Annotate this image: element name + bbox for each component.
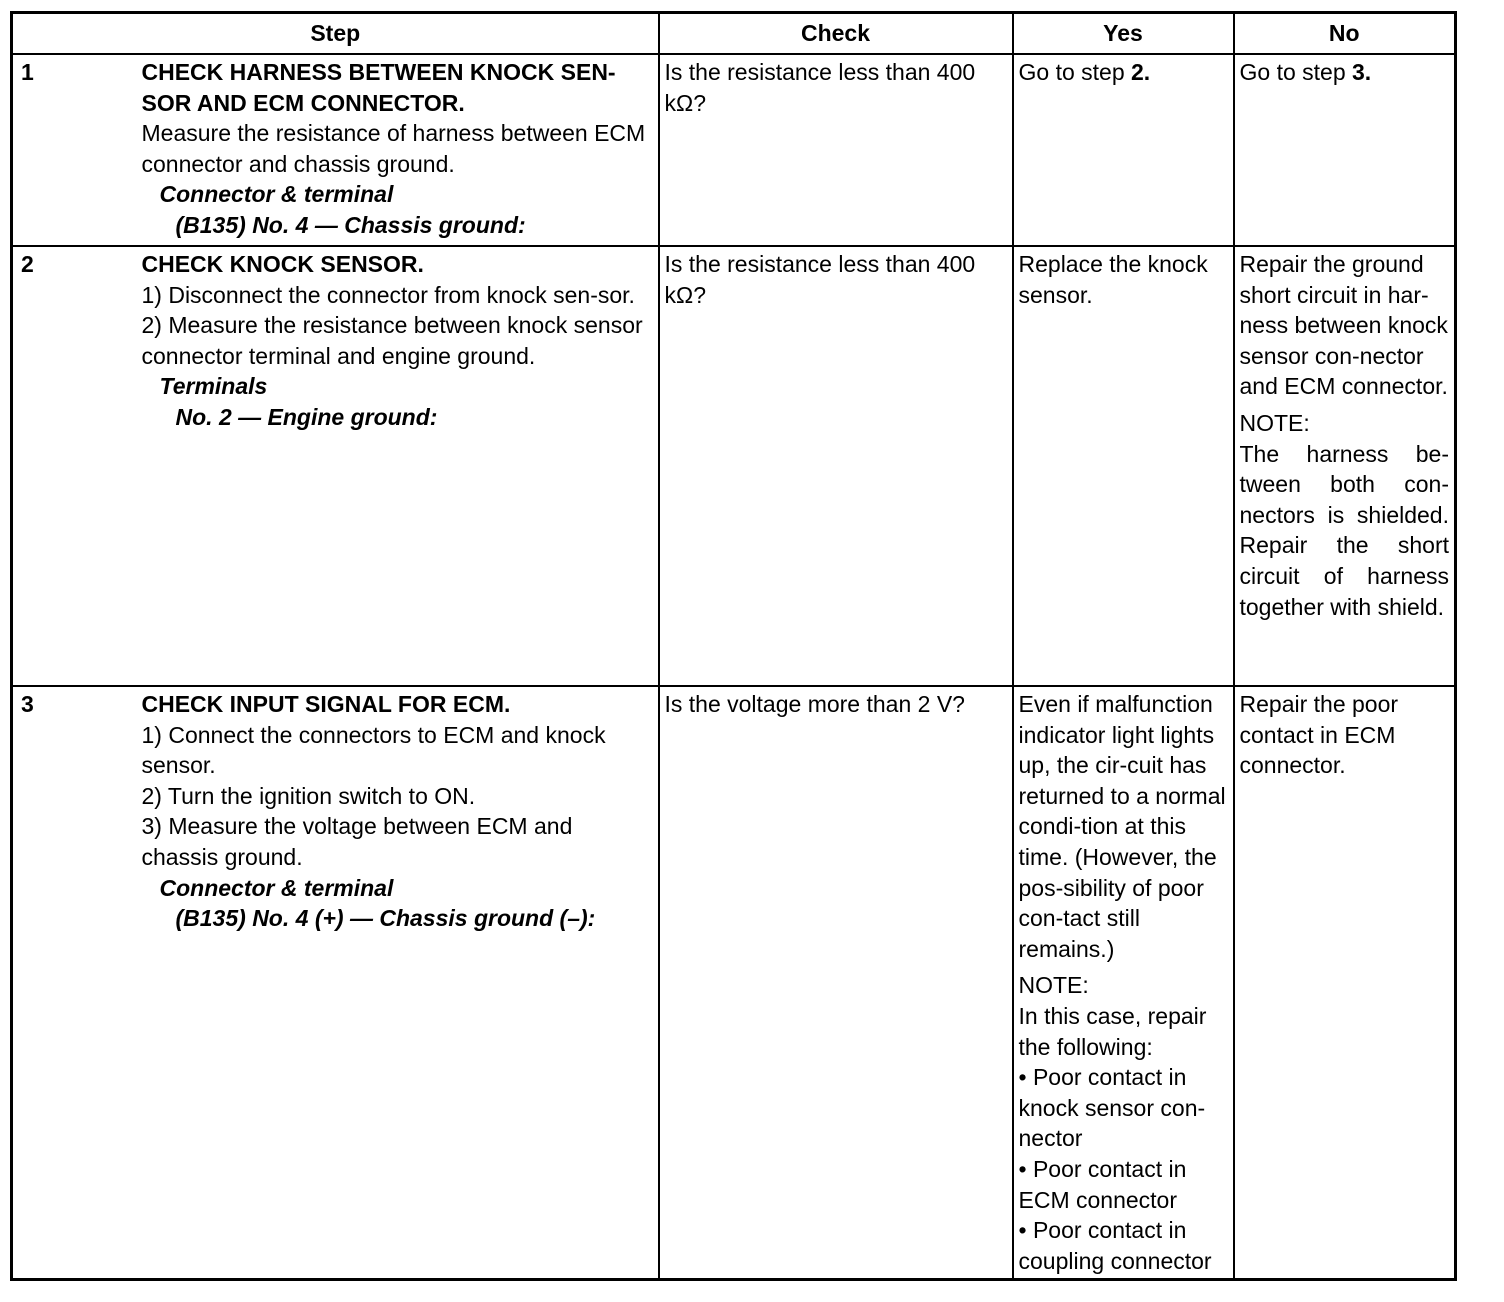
step-number: 3 (12, 686, 137, 1280)
yes-cell (1013, 686, 1234, 1280)
step-instruction: 1) Connect the connectors to ECM and knock sensor. (141, 721, 606, 779)
diagnostic-table (10, 11, 1457, 1281)
check-cell: Is the resistance less than 400 kΩ? (659, 54, 1013, 246)
table-row (12, 246, 1456, 686)
step-cell (137, 686, 659, 1280)
table-row (12, 54, 1456, 246)
header-yes: Yes (1013, 13, 1234, 55)
no-text: Repair the ground short circuit in har-ness between knock sensor con-nector and ECM connector. (1239, 251, 1448, 400)
step-number: 2 (12, 246, 137, 686)
header-row (12, 13, 1456, 55)
step-cell (137, 246, 659, 686)
spec-value: (B135) No. 4 (+) — Chassis ground (–): (175, 905, 596, 932)
bullet-item: • Poor contact in ECM connector (1019, 1154, 1228, 1215)
yes-text: Go to step (1018, 59, 1132, 85)
header-check: Check (659, 13, 1013, 55)
step-number: 1 (12, 54, 137, 246)
check-cell: Is the resistance less than 400 kΩ? (659, 246, 1013, 686)
step-title: CHECK HARNESS BETWEEN KNOCK SEN-SOR AND ECM CONNECTOR. (141, 59, 616, 116)
no-text: Go to step (1239, 59, 1353, 85)
step-title: CHECK KNOCK SENSOR. (141, 251, 424, 277)
no-cell (1234, 54, 1456, 246)
step-instruction: 3) Measure the voltage between ECM and chassis ground. (141, 813, 573, 870)
step-instruction: 2) Turn the ignition switch to ON. (141, 782, 476, 809)
step-title: CHECK INPUT SIGNAL FOR ECM. (141, 691, 511, 717)
table-row (12, 686, 1456, 1280)
note-label: NOTE: (1018, 972, 1089, 999)
header-step: Step (12, 13, 659, 55)
step-cell (137, 54, 659, 246)
note-text: The harness be-tween both con-nectors is shielded. Repair the short circuit of harness together with shield. (1239, 440, 1449, 620)
check-cell: Is the voltage more than 2 V? (659, 686, 1013, 1280)
yes-text: Even if malfunction indicator light lights up, the cir-cuit has returned to a normal condi-tion at this time. (However, the pos-sibility of poor con-tact still remains.) (1018, 691, 1226, 962)
bullet-item: • Poor contact in coupling connector (1019, 1215, 1228, 1276)
yes-step-ref: 2. (1131, 59, 1151, 85)
step-instruction: 2) Measure the resistance between knock sensor connector terminal and engine ground. (141, 312, 643, 369)
no-cell: Repair the poor contact in ECM connector. (1234, 686, 1456, 1280)
note-text: In this case, repair the following: (1018, 1002, 1207, 1060)
step-instruction: Measure the resistance of harness between ECM connector and chassis ground. (141, 120, 646, 177)
step-instruction: 1) Disconnect the connector from knock sen-sor. (141, 281, 635, 308)
bullet-item: • Poor contact in knock sensor con-nector (1019, 1062, 1228, 1154)
no-step-ref: 3. (1352, 59, 1372, 85)
spec-label: Terminals (159, 373, 268, 400)
yes-cell (1013, 54, 1234, 246)
yes-cell: Replace the knock sensor. (1013, 246, 1234, 686)
spec-value: No. 2 — Engine ground: (175, 403, 438, 430)
no-cell (1234, 246, 1456, 686)
spec-label: Connector & terminal (159, 874, 394, 901)
spec-label: Connector & terminal (159, 181, 394, 208)
spec-value: (B135) No. 4 — Chassis ground: (175, 211, 526, 238)
header-no: No (1234, 13, 1456, 55)
note-label: NOTE: (1239, 409, 1310, 436)
